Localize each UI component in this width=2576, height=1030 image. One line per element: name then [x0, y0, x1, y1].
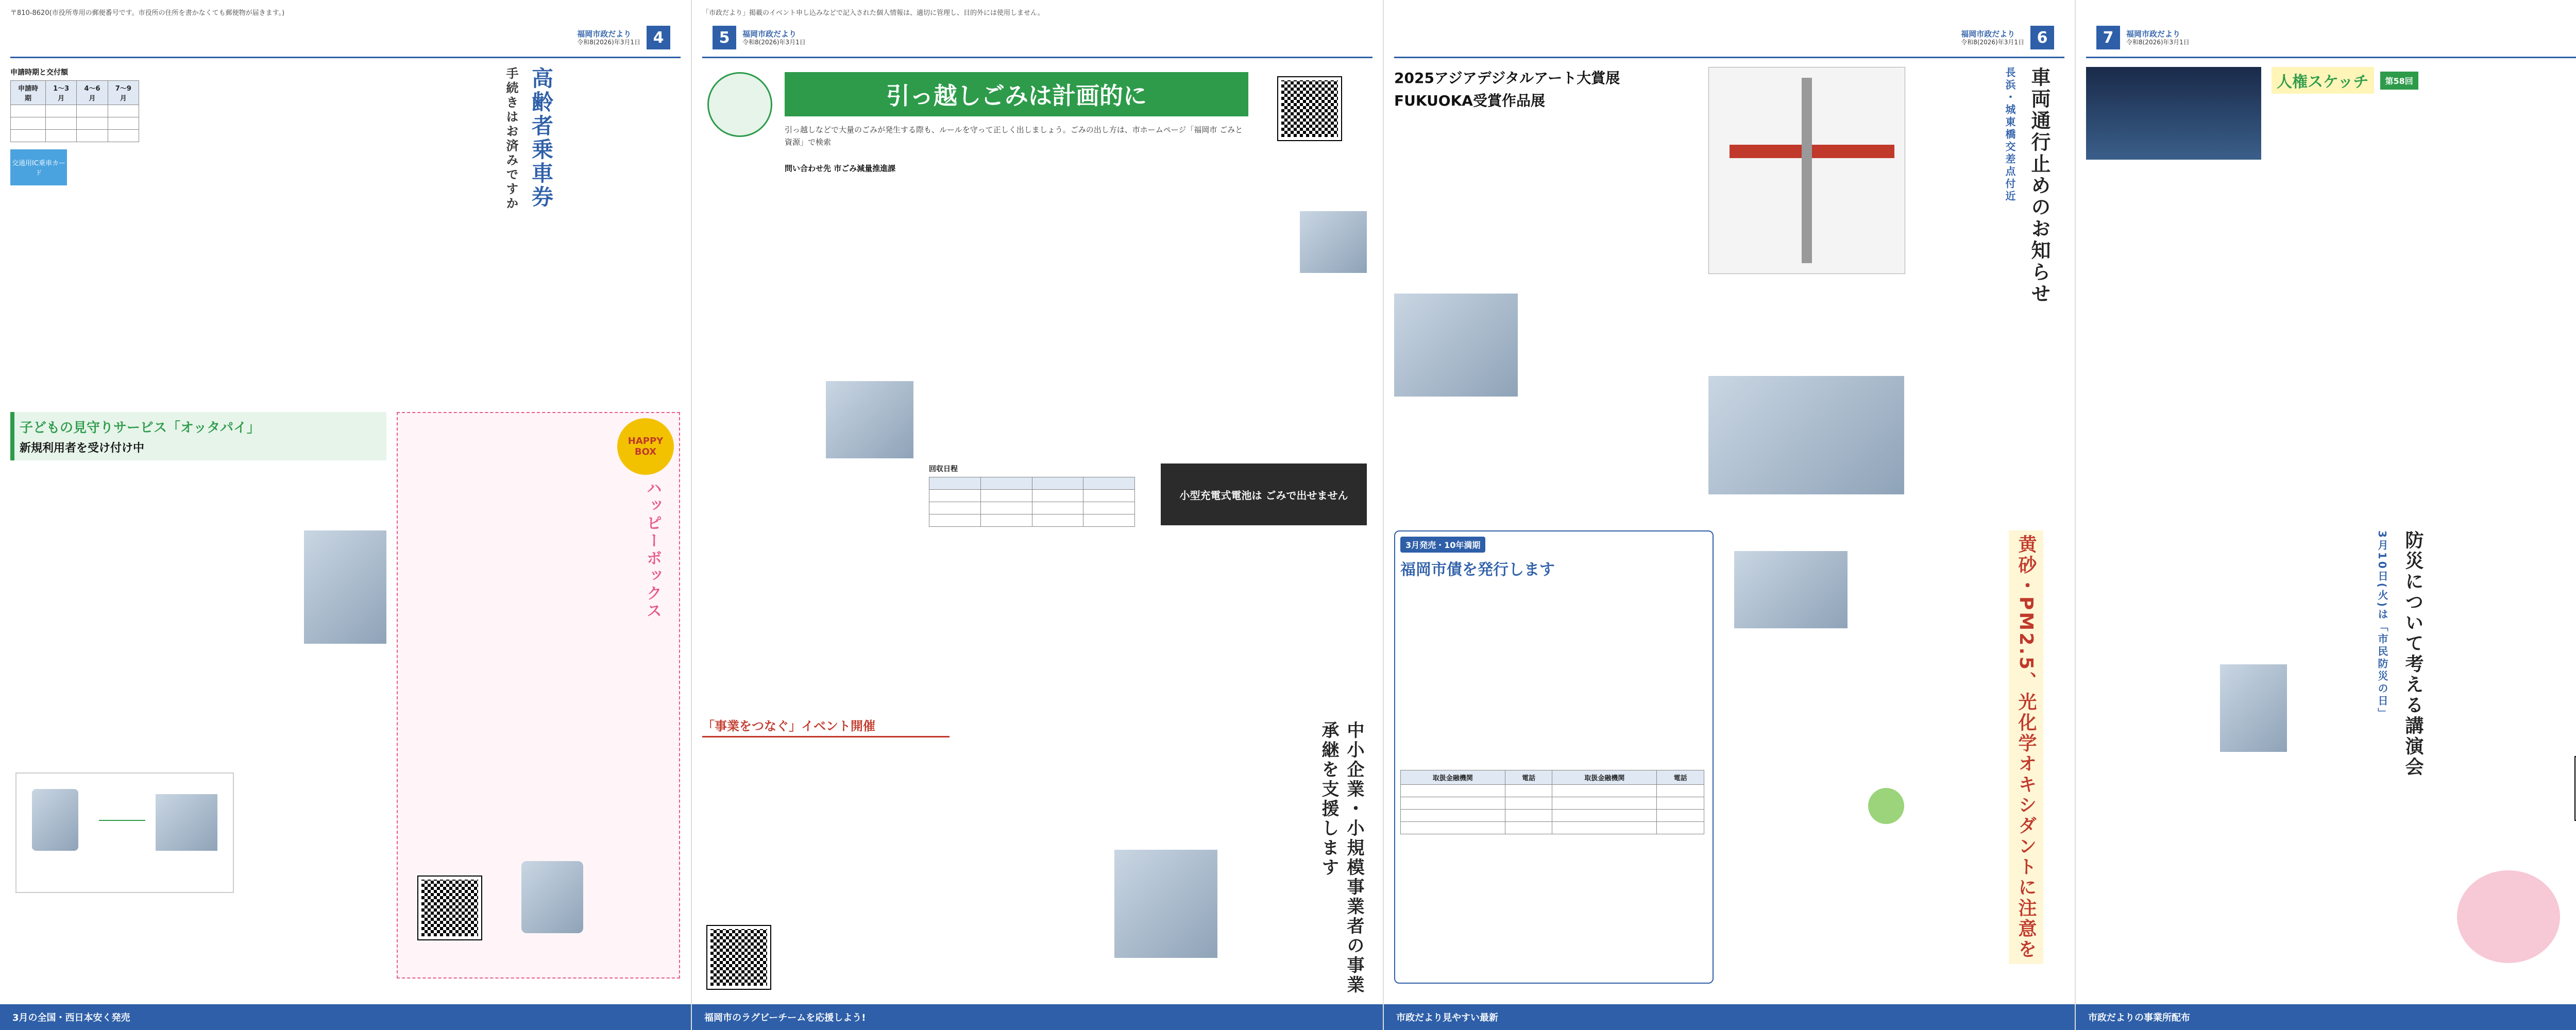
battery-warning: 小型充電式電池は ごみで出せません	[1161, 464, 1367, 525]
schedule-table	[929, 477, 1135, 527]
masthead-title: 福岡市政だより 令和8(2026)年3月1日	[577, 29, 640, 46]
page-4	[0, 0, 692, 1030]
masthead-date: 令和8(2026)年3月1日	[2126, 38, 2190, 46]
app-screenshot-image	[304, 530, 386, 644]
road-map	[1708, 67, 1905, 274]
pc-image	[1300, 211, 1367, 273]
ckd-article	[2447, 530, 2576, 984]
moving-waste-intro: 引っ越しなどで大量のごみが発生する際も、ルールを守って正しく出しましょう。ごみの出し方は、市ホームページ「福岡市 ごみと資源」で検索	[785, 125, 1243, 147]
street-photo	[1708, 376, 1904, 494]
moving-waste-col1	[702, 196, 919, 711]
oyappai-subtitle: 新規利用者を受け付け中	[20, 442, 145, 455]
masthead	[2096, 26, 2190, 49]
kidney-illustration	[2457, 870, 2560, 963]
human-rights-title: 人権スケッチ	[2272, 67, 2374, 94]
succession-title: 中小企業・小規模事業者の事業承継を支援します	[1318, 721, 1364, 995]
moving-waste-col3	[1156, 196, 1372, 711]
disaster-title: 防災について考える講演会	[2402, 530, 2424, 778]
elderly-pass-heading	[453, 67, 556, 402]
pm25-article	[1724, 530, 2064, 984]
qr-code-icon[interactable]	[418, 877, 481, 939]
happy-box-title: ハッピーボックス	[643, 480, 662, 620]
bond-article	[1394, 530, 1714, 984]
bond-title: 福岡市債を発行します	[1400, 561, 1555, 579]
bond-table: 取扱金融機関 電話 取扱金融機関 電話	[1400, 770, 1704, 834]
masthead-title: 福岡市政だより 令和8(2026)年3月1日	[742, 29, 806, 46]
succession-article	[960, 716, 1372, 999]
dog-photo	[521, 861, 583, 933]
event-title: 「事業をつなぐ」イベント開催	[702, 716, 950, 737]
moving-waste-col2: 回収日程	[929, 196, 1145, 711]
masthead-date: 令和8(2026)年3月1日	[742, 38, 806, 46]
event-article	[702, 716, 950, 999]
qr-code-icon[interactable]	[707, 926, 770, 989]
human-rights-number: 第58回	[2380, 72, 2418, 90]
page-topline: 「市政だより」掲載のイベント申し込みなどで記入された個人情報は、適切に管理し、目的外には使用しません。	[702, 9, 1044, 17]
booklet-image	[1114, 850, 1217, 958]
masthead	[1961, 26, 2054, 49]
elderly-pass-table: 申請時期と交付額 申請時期 1～3月 4～6月 7～9月 交通用IC乗車カード	[10, 67, 139, 201]
application-table: 申請時期 1～3月 4～6月 7～9月	[10, 80, 139, 142]
city-night-photo	[2086, 67, 2261, 160]
disaster-article	[2086, 530, 2436, 984]
page-footer: 市政だよりの事業所配布	[2076, 1004, 2576, 1030]
moving-waste-title: 引っ越しごみは計画的に	[785, 72, 1248, 116]
road-closure-title: 車両通行止めのお知らせ	[2028, 67, 2050, 305]
page-number: 5	[713, 26, 736, 49]
sky-illustration	[1734, 551, 1848, 628]
human-rights-header	[2272, 67, 2418, 94]
masthead-title: 福岡市政だより 令和8(2026)年3月1日	[2126, 29, 2190, 46]
happy-box-section	[397, 412, 680, 978]
masthead-title: 福岡市政だより 令和8(2026)年3月1日	[1961, 29, 2024, 46]
page-footer: 3月の全国・西日本安く発売	[0, 1004, 691, 1030]
page-5	[692, 0, 1384, 1030]
road-closure-article	[1703, 67, 2064, 520]
digital-art-subtitle: FUKUOKA受賞作品展	[1394, 92, 1545, 109]
human-rights-article	[2086, 67, 2576, 520]
masthead	[577, 26, 670, 49]
masthead-date: 令和8(2026)年3月1日	[577, 38, 640, 46]
digital-art-article	[1394, 67, 1693, 520]
qr-code-icon[interactable]	[1278, 77, 1341, 140]
elderly-pass-title: 高齢者乗車券	[529, 67, 554, 209]
page-number: 6	[2030, 26, 2054, 49]
watch-diagram	[15, 772, 234, 893]
masthead	[713, 26, 806, 49]
page-7	[2076, 0, 2576, 1030]
oyappai-title: 子どもの見守りサービス「オッタパイ」	[20, 420, 260, 436]
page-footer: 市政だより見やすい最新	[1384, 1004, 2075, 1030]
elderly-pass-subtitle: 手続きはお済みですか	[504, 67, 518, 211]
page-topline: 〒810-8620(市役所専用の郵便番号です。市役所の住所を書かなくても郵便物が届きます。)	[10, 9, 285, 17]
page-number: 7	[2096, 26, 2120, 49]
mascot-icon	[707, 72, 772, 137]
oyappai-article	[10, 412, 386, 978]
disaster-date: 3月10日(火)は「市民防災の日」	[2376, 530, 2388, 720]
pm25-title: 黄砂・PM2.5、光化学オキシダントに注意を	[2009, 530, 2043, 964]
digital-art-title: 2025アジアデジタルアート大賞展	[1394, 70, 1620, 87]
bond-tag: 3月発売・10年満期	[1400, 537, 1485, 553]
happy-box-badge: HAPPY BOX	[617, 418, 674, 475]
ic-card-image: 交通用IC乗車カード	[10, 149, 67, 185]
road-closure-subtitle: 長浜・城東橋交差点付近	[2004, 67, 2016, 203]
mascot-icon	[1868, 788, 1904, 824]
page-footer: 福岡市のラグビーチームを応援しよう!	[692, 1004, 1383, 1030]
page-6	[1384, 0, 2076, 1030]
elderly-pass-article	[149, 67, 443, 402]
page-number: 4	[647, 26, 670, 49]
speaker-photo	[2220, 664, 2287, 752]
artwork-photo	[1394, 294, 1518, 397]
masthead-date: 令和8(2026)年3月1日	[1961, 38, 2024, 46]
sofa-image	[826, 381, 913, 458]
moving-waste-contact: 問い合わせ先 市ごみ減量推進課	[785, 164, 896, 173]
moving-waste-header	[702, 67, 1372, 185]
